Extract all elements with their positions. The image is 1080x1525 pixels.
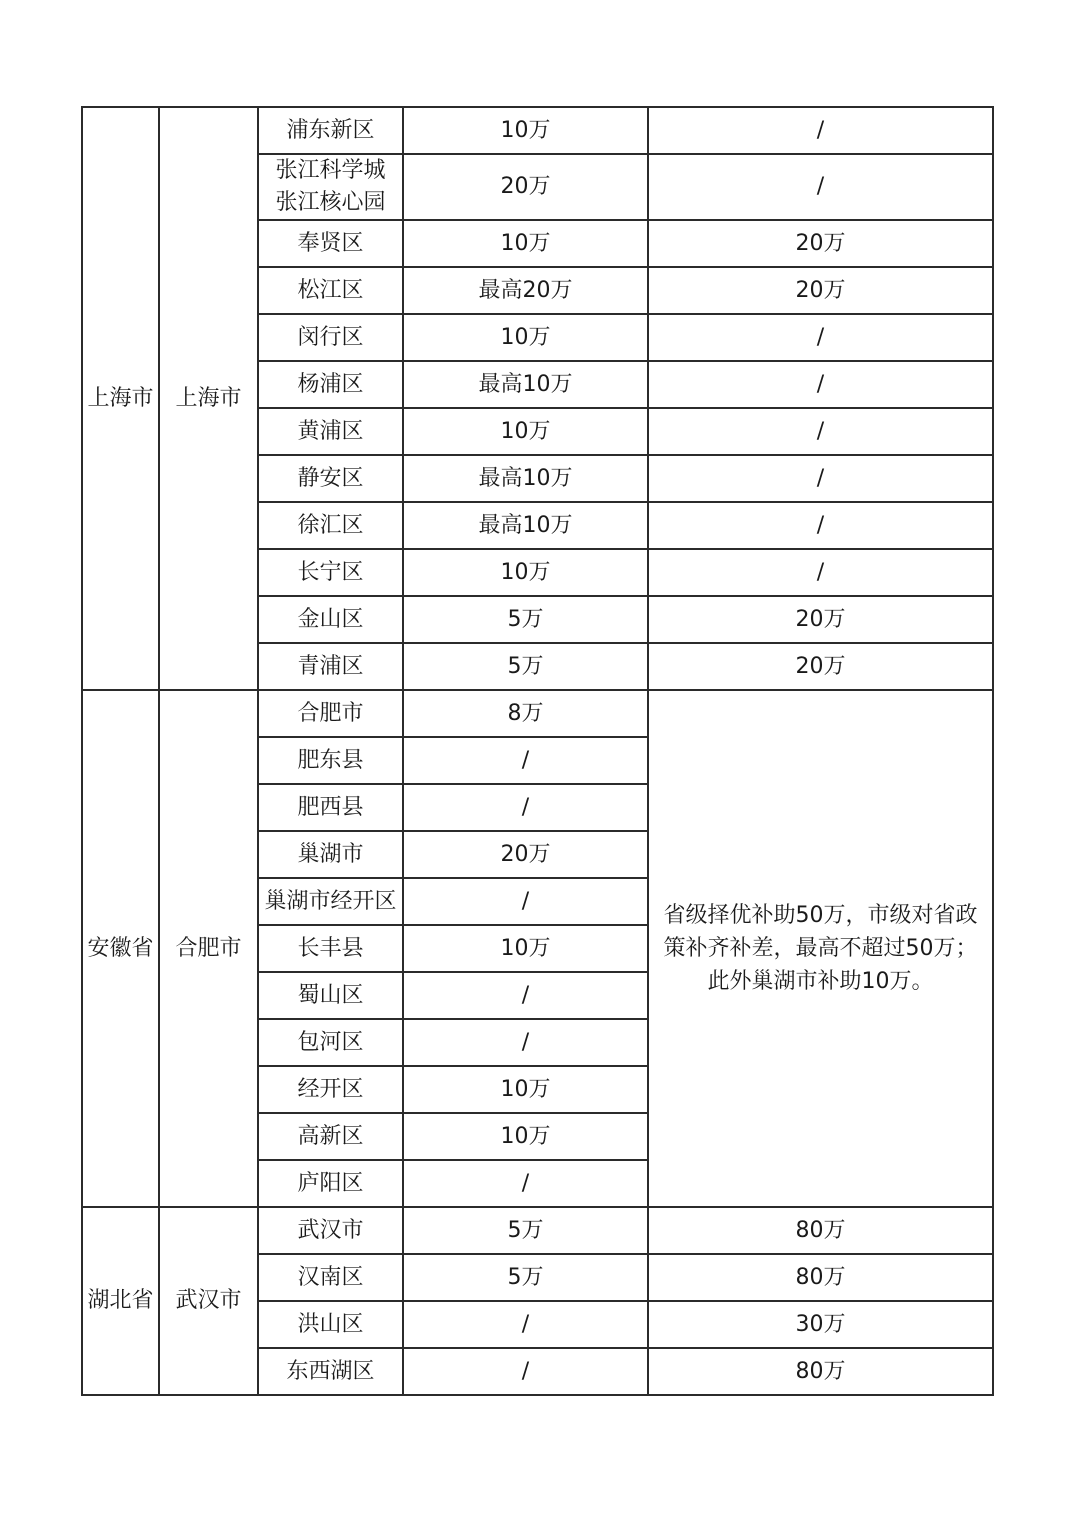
district-name: 黄浦区 bbox=[297, 418, 364, 444]
amount-cell: / bbox=[403, 1348, 648, 1395]
district-cell bbox=[258, 1254, 403, 1301]
extra-cell: 20万 bbox=[648, 267, 993, 314]
district-name: 浦东新区 bbox=[286, 117, 375, 143]
district-name: 肥东县 bbox=[297, 747, 364, 773]
district-cell bbox=[258, 784, 403, 831]
extra-cell: 80万 bbox=[648, 1254, 993, 1301]
district-name: 长宁区 bbox=[297, 559, 364, 585]
extra-cell: / bbox=[648, 549, 993, 596]
amount-cell: 10万 bbox=[403, 107, 648, 154]
note-line: 省级择优补助50万，市级对省政 bbox=[663, 903, 978, 928]
amount-cell: 最高10万 bbox=[403, 361, 648, 408]
district-cell bbox=[258, 267, 403, 314]
amount-cell: 5万 bbox=[403, 643, 648, 690]
district-name: 高新区 bbox=[297, 1123, 364, 1149]
amount-cell: 5万 bbox=[403, 596, 648, 643]
city-cell: 合肥市 bbox=[159, 690, 258, 1207]
district-cell bbox=[258, 1019, 403, 1066]
city-cell: 武汉市 bbox=[159, 1207, 258, 1395]
amount-cell: 20万 bbox=[403, 154, 648, 220]
district-cell bbox=[258, 596, 403, 643]
district-cell bbox=[258, 878, 403, 925]
district-name: 经开区 bbox=[297, 1076, 364, 1102]
district-name: 闵行区 bbox=[297, 324, 364, 350]
extra-cell: 80万 bbox=[648, 1207, 993, 1254]
district-cell bbox=[258, 220, 403, 267]
extra-cell: 30万 bbox=[648, 1301, 993, 1348]
district-name: 合肥市 bbox=[297, 700, 364, 726]
district-name: 包河区 bbox=[297, 1029, 364, 1055]
extra-cell: / bbox=[648, 154, 993, 220]
amount-cell: 最高10万 bbox=[403, 455, 648, 502]
amount-cell: 最高20万 bbox=[403, 267, 648, 314]
amount-cell: 20万 bbox=[403, 831, 648, 878]
district-name: 巢湖市经开区 bbox=[264, 888, 397, 914]
district-name: 肥西县 bbox=[297, 794, 364, 820]
district-name: 松江区 bbox=[297, 277, 364, 303]
district-name: 汉南区 bbox=[297, 1264, 364, 1290]
amount-cell: 10万 bbox=[403, 314, 648, 361]
amount-cell: 10万 bbox=[403, 1113, 648, 1160]
district-cell bbox=[258, 1207, 403, 1254]
district-name: 张江科学城 bbox=[275, 158, 386, 183]
district-cell bbox=[258, 643, 403, 690]
amount-cell: 8万 bbox=[403, 690, 648, 737]
extra-cell: 80万 bbox=[648, 1348, 993, 1395]
amount-cell: 10万 bbox=[403, 220, 648, 267]
extra-cell: / bbox=[648, 408, 993, 455]
district-cell bbox=[258, 925, 403, 972]
district-name: 武汉市 bbox=[297, 1217, 364, 1243]
district-name: 洪山区 bbox=[297, 1311, 364, 1337]
note-line: 策补齐补差，最高不超过50万； bbox=[663, 936, 978, 961]
district-cell bbox=[258, 502, 403, 549]
district-name: 静安区 bbox=[297, 465, 364, 491]
table-row bbox=[82, 690, 993, 737]
table-row bbox=[82, 107, 993, 154]
amount-cell: 5万 bbox=[403, 1254, 648, 1301]
amount-cell: / bbox=[403, 737, 648, 784]
amount-cell: / bbox=[403, 972, 648, 1019]
district-name: 长丰县 bbox=[297, 935, 364, 961]
amount-cell: / bbox=[403, 784, 648, 831]
district-name: 东西湖区 bbox=[286, 1358, 375, 1384]
note-line: 此外巢湖市补助10万。 bbox=[707, 969, 934, 994]
district-name: 巢湖市 bbox=[297, 841, 364, 867]
city-cell: 上海市 bbox=[159, 107, 258, 690]
merged-note-cell bbox=[648, 690, 993, 1207]
district-cell bbox=[258, 1160, 403, 1207]
extra-cell: / bbox=[648, 107, 993, 154]
extra-cell: / bbox=[648, 314, 993, 361]
district-cell bbox=[258, 408, 403, 455]
district-cell bbox=[258, 831, 403, 878]
district-cell bbox=[258, 1348, 403, 1395]
amount-cell: 10万 bbox=[403, 925, 648, 972]
amount-cell: / bbox=[403, 1160, 648, 1207]
extra-cell: / bbox=[648, 361, 993, 408]
province-cell: 湖北省 bbox=[82, 1207, 159, 1395]
table-row bbox=[82, 1207, 993, 1254]
district-name: 徐汇区 bbox=[297, 512, 364, 538]
extra-cell: / bbox=[648, 502, 993, 549]
district-name: 庐阳区 bbox=[297, 1170, 364, 1196]
subsidy-table bbox=[81, 106, 994, 1396]
district-name: 张江核心园 bbox=[275, 190, 386, 215]
district-cell bbox=[258, 549, 403, 596]
extra-cell: 20万 bbox=[648, 643, 993, 690]
amount-cell: 10万 bbox=[403, 408, 648, 455]
amount-cell: / bbox=[403, 1019, 648, 1066]
district-cell bbox=[258, 1113, 403, 1160]
district-cell bbox=[258, 314, 403, 361]
extra-cell: 20万 bbox=[648, 220, 993, 267]
district-name: 青浦区 bbox=[297, 653, 364, 679]
district-cell bbox=[258, 361, 403, 408]
province-cell: 上海市 bbox=[82, 107, 159, 690]
province-cell: 安徽省 bbox=[82, 690, 159, 1207]
amount-cell: 5万 bbox=[403, 1207, 648, 1254]
district-cell bbox=[258, 690, 403, 737]
district-cell bbox=[258, 1066, 403, 1113]
district-cell bbox=[258, 972, 403, 1019]
district-cell bbox=[258, 737, 403, 784]
district-cell bbox=[258, 107, 403, 154]
amount-cell: 10万 bbox=[403, 549, 648, 596]
district-name: 奉贤区 bbox=[297, 230, 364, 256]
amount-cell: 最高10万 bbox=[403, 502, 648, 549]
amount-cell: 10万 bbox=[403, 1066, 648, 1113]
extra-cell: / bbox=[648, 455, 993, 502]
amount-cell: / bbox=[403, 878, 648, 925]
district-name: 蜀山区 bbox=[297, 982, 364, 1008]
district-name: 杨浦区 bbox=[297, 371, 364, 397]
district-cell bbox=[258, 1301, 403, 1348]
extra-cell: 20万 bbox=[648, 596, 993, 643]
district-name: 金山区 bbox=[297, 606, 364, 632]
district-cell bbox=[258, 154, 403, 220]
district-cell bbox=[258, 455, 403, 502]
amount-cell: / bbox=[403, 1301, 648, 1348]
